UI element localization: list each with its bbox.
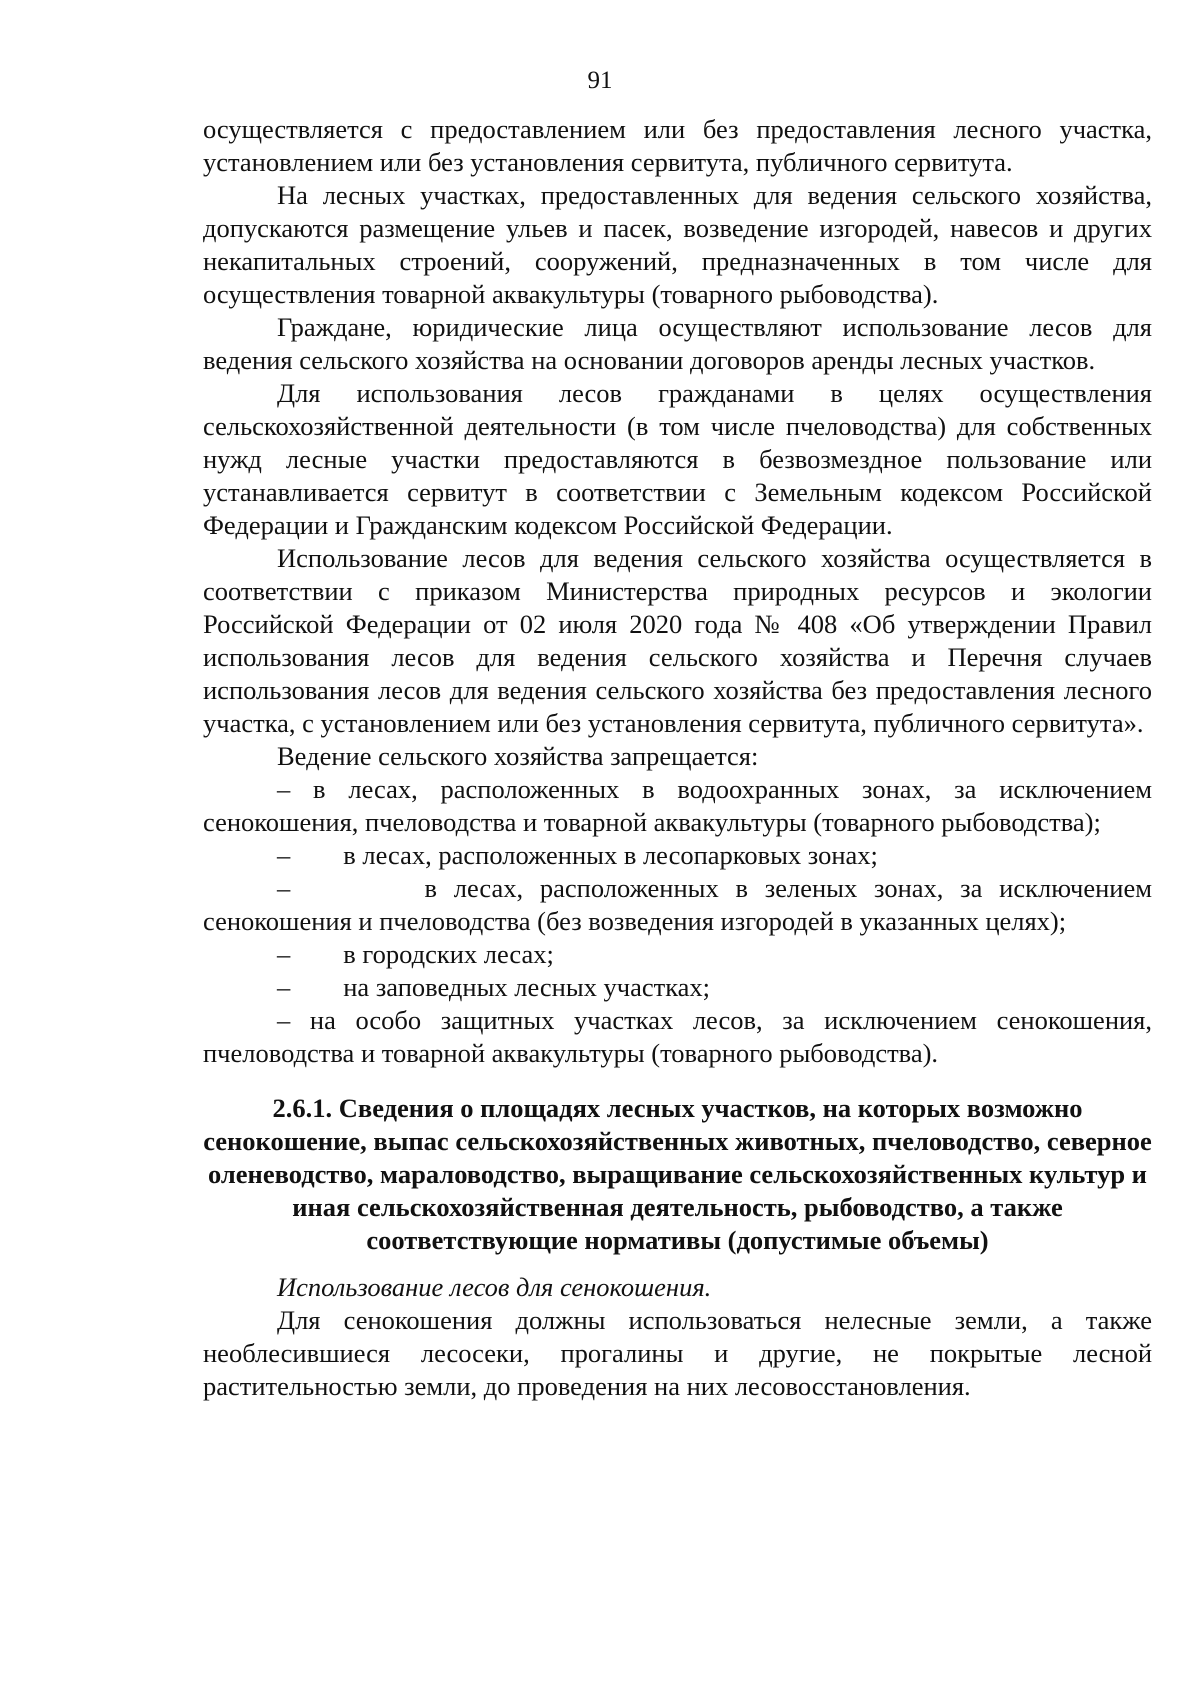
- list-dash: –: [277, 873, 291, 903]
- paragraph-ministry-order: Использование лесов для ведения сельского хозяйства осуществляется в соответствии с приказом Министерства природных ресурсов и экологии Российской Федерации от 02 июля 2020 года № 408 «Об утверждении Правил использования лесов для ведения сельского хозяйства и Перечня случаев использования лесов для ведения сельского хозяйства без предоставления лесного участка, с установлением или без установления сервитута, публичного сервитута».: [203, 543, 1152, 738]
- list-dash: –: [277, 939, 291, 969]
- prohibition-item: [203, 971, 1152, 1004]
- document-body: [203, 113, 1152, 1403]
- prohibition-text: на особо защитных участках лесов, за исключением сенокошения, пчеловодства и товарной аквакультуры (товарного рыбоводства).: [203, 1005, 1152, 1068]
- prohibition-item: [203, 1004, 1152, 1070]
- paragraph-continuation: осуществляется с предоставлением или без предоставления лесного участка, установлением или без установления сервитута, публичного сервитута.: [203, 114, 1152, 177]
- prohibition-text: в лесах, расположенных в водоохранных зонах, за исключением сенокошения, пчеловодства и товарной аквакультуры (товарного рыбоводства);: [203, 774, 1153, 837]
- page-number: 91: [587, 67, 613, 94]
- list-dash: –: [277, 840, 291, 870]
- subsection-title: Использование лесов для сенокошения.: [277, 1272, 712, 1302]
- prohibition-item: [203, 938, 1152, 971]
- prohibition-text: в городских лесах;: [343, 939, 554, 969]
- prohibition-item: [203, 872, 1152, 938]
- paragraph-citizens-use: Для использования лесов гражданами в целях осуществления сельскохозяйственной деятельности (в том числе пчеловодства) для собственных нужд лесные участки предоставляются в безвозмездное пользование или устанавливается сервитут в соответствии с Земельным кодексом Российской Федерации и Гражданским кодексом Российской Федерации.: [203, 378, 1152, 540]
- list-dash: –: [277, 1005, 291, 1035]
- section-heading: 2.6.1. Сведения о площадях лесных участков, на которых возможно сенокошение, выпас сельскохозяйственных животных, пчеловодство, северное оленеводство, мараловодство, выращивание сельскохозяйственных культур и иная сельскохозяйственная деятельность, рыбоводство, а также соответствующие нормативы (допустимые объемы): [203, 1093, 1152, 1255]
- list-dash: –: [277, 972, 291, 1002]
- prohibition-text: в лесах, расположенных в зеленых зонах, за исключением сенокошения и пчеловодства (без возведения изгородей в указанных целях);: [203, 873, 1152, 936]
- paragraph-lease-agreements: Граждане, юридические лица осуществляют использование лесов для ведения сельского хозяйства на основании договоров аренды лесных участков.: [203, 312, 1152, 375]
- prohibition-text: на заповедных лесных участках;: [343, 972, 711, 1002]
- list-dash: –: [277, 774, 291, 804]
- paragraph-beekeeping-structures: На лесных участках, предоставленных для ведения сельского хозяйства, допускаются размещение ульев и пасек, возведение изгородей, навесов и других некапитальных строений, сооружений, предназначенных в том числе для осуществления товарной аквакультуры (товарного рыбоводства).: [203, 180, 1152, 309]
- paragraph-prohibited-intro: Ведение сельского хозяйства запрещается:: [277, 741, 759, 771]
- prohibition-item: [203, 773, 1152, 839]
- prohibition-text: в лесах, расположенных в лесопарковых зонах;: [343, 840, 878, 870]
- prohibition-item: [203, 839, 1152, 872]
- paragraph-haymaking-lands: Для сенокошения должны использоваться нелесные земли, а также необлесившиеся лесосеки, прогалины и другие, не покрытые лесной растительностью земли, до проведения на них лесовосстановления.: [203, 1305, 1152, 1401]
